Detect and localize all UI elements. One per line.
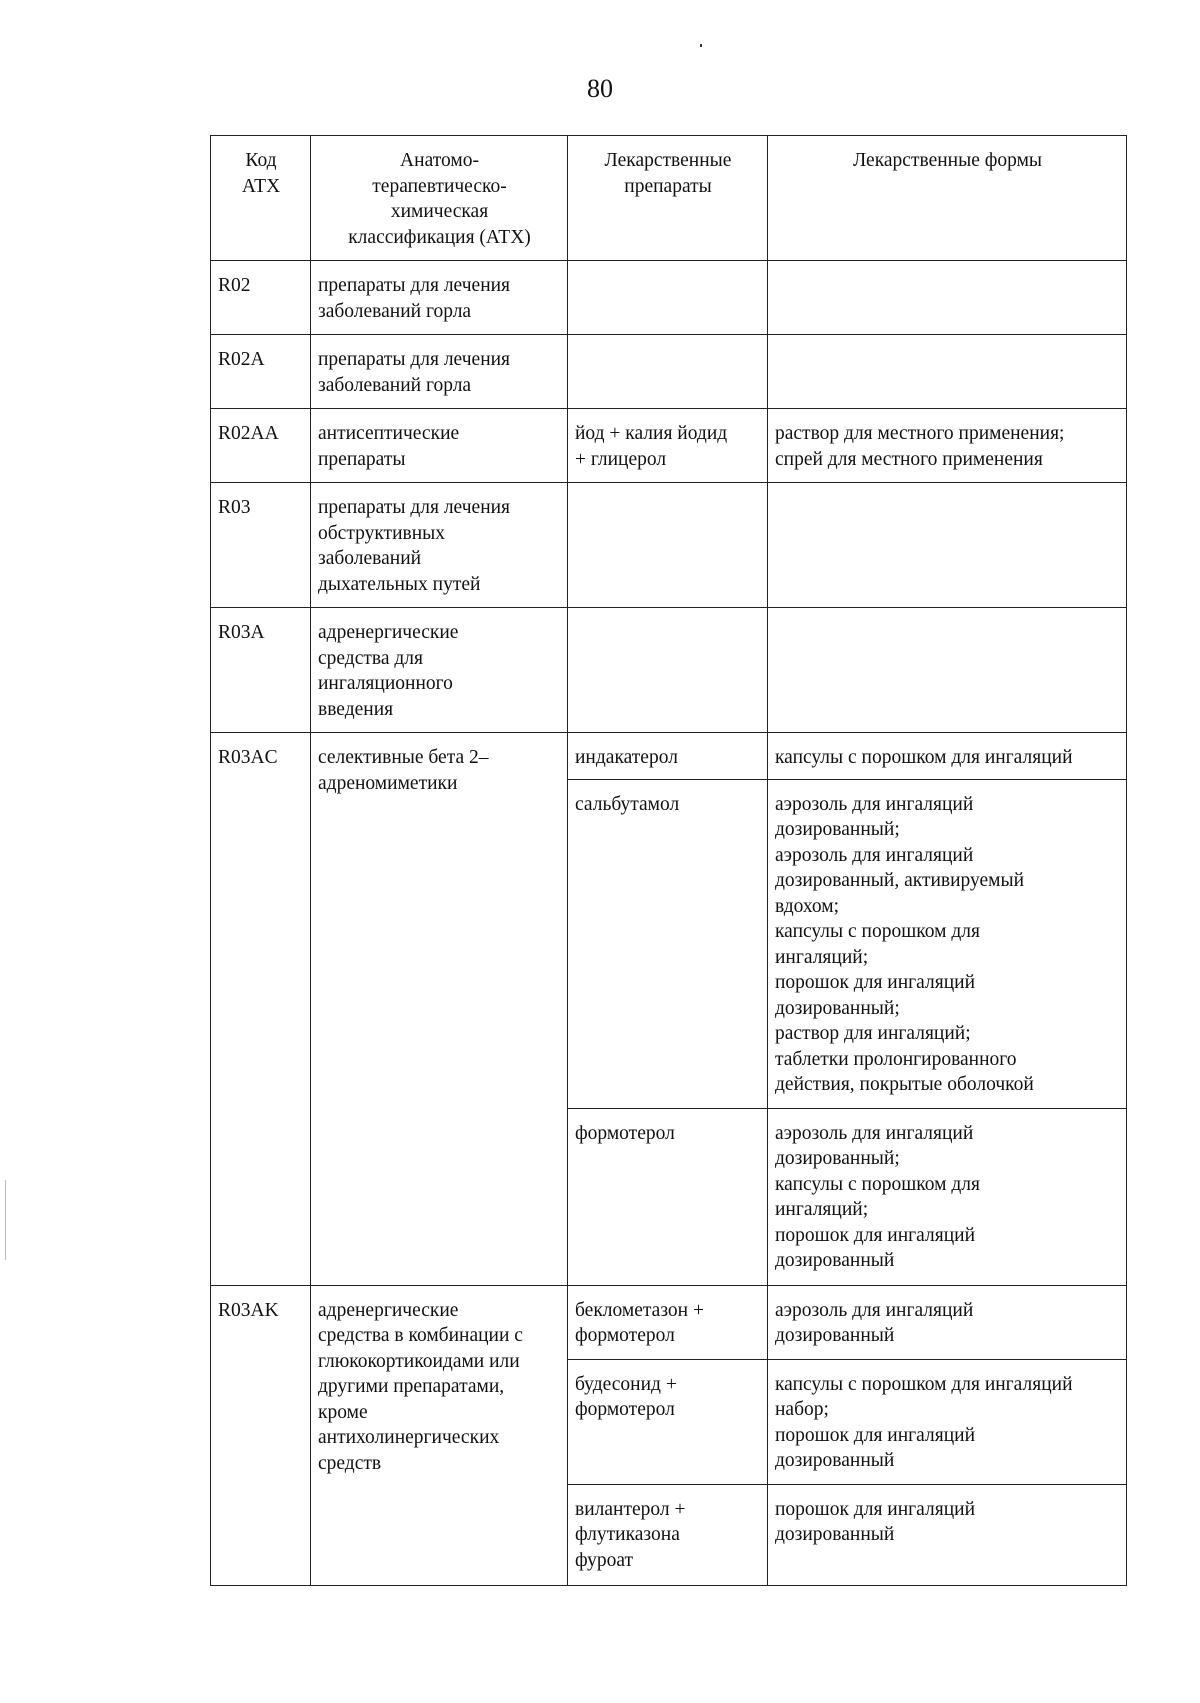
header-classification: Анатомо- терапевтическо- химическая классификация (АТХ) — [311, 136, 568, 261]
atx-table — [210, 135, 1127, 1586]
header-drugs: Лекарственные препараты — [568, 136, 768, 261]
cell-code: R03AC — [211, 733, 311, 1286]
cell-form: порошок для ингаляций дозированный — [768, 1484, 1127, 1585]
table-row — [211, 733, 1127, 780]
cell-form — [768, 608, 1127, 733]
cell-classification: селективные бета 2– адреномиметики — [311, 733, 568, 1286]
table-row — [211, 608, 1127, 733]
cell-code: R02A — [211, 335, 311, 409]
table-header-row — [211, 136, 1127, 261]
cell-form: аэрозоль для ингаляций дозированный; аэрозоль для ингаляций дозированный, активируемый вдохом; капсулы с порошком для ингаляций; порошок для ингаляций дозированный; раствор для ингаляций; таблетки пролонгированного действия, покрытые оболочкой — [768, 779, 1127, 1108]
cell-drug: формотерол — [568, 1108, 768, 1285]
cell-form: раствор для местного применения; спрей для местного применения — [768, 409, 1127, 483]
cell-drug: индакатерол — [568, 733, 768, 780]
header-forms: Лекарственные формы — [768, 136, 1127, 261]
scan-margin-mark — [5, 1180, 6, 1260]
table-row — [211, 409, 1127, 483]
cell-form — [768, 483, 1127, 608]
cell-form: аэрозоль для ингаляций дозированный — [768, 1285, 1127, 1359]
table-row — [211, 335, 1127, 409]
cell-code: R03 — [211, 483, 311, 608]
table-row — [211, 1285, 1127, 1359]
cell-drug — [568, 483, 768, 608]
table-row — [211, 483, 1127, 608]
cell-form: аэрозоль для ингаляций дозированный; капсулы с порошком для ингаляций; порошок для ингаляций дозированный — [768, 1108, 1127, 1285]
cell-code: R02AA — [211, 409, 311, 483]
cell-classification: препараты для лечения заболеваний горла — [311, 335, 568, 409]
cell-classification: антисептические препараты — [311, 409, 568, 483]
cell-drug — [568, 261, 768, 335]
table-row — [211, 261, 1127, 335]
cell-drug: вилантерол + флутиказона фуроат — [568, 1484, 768, 1585]
cell-code: R02 — [211, 261, 311, 335]
cell-form: капсулы с порошком для ингаляций — [768, 733, 1127, 780]
cell-form: капсулы с порошком для ингаляций набор; порошок для ингаляций дозированный — [768, 1359, 1127, 1484]
cell-drug — [568, 608, 768, 733]
cell-classification: адренергические средства в комбинации с глюкокортикоидами или другими препаратами, кроме антихолинергических средств — [311, 1285, 568, 1585]
cell-drug: йод + калия йодид + глицерол — [568, 409, 768, 483]
page-number: 80 — [587, 74, 613, 103]
cell-drug: будесонид + формотерол — [568, 1359, 768, 1484]
scan-speck — [700, 44, 702, 47]
cell-drug: беклометазон + формотерол — [568, 1285, 768, 1359]
cell-classification: адренергические средства для ингаляционного введения — [311, 608, 568, 733]
cell-form — [768, 335, 1127, 409]
cell-classification: препараты для лечения обструктивных заболеваний дыхательных путей — [311, 483, 568, 608]
cell-form — [768, 261, 1127, 335]
cell-drug — [568, 335, 768, 409]
cell-code: R03AK — [211, 1285, 311, 1585]
cell-code: R03A — [211, 608, 311, 733]
header-code: Код АТХ — [211, 136, 311, 261]
cell-classification: препараты для лечения заболеваний горла — [311, 261, 568, 335]
cell-drug: сальбутамол — [568, 779, 768, 1108]
